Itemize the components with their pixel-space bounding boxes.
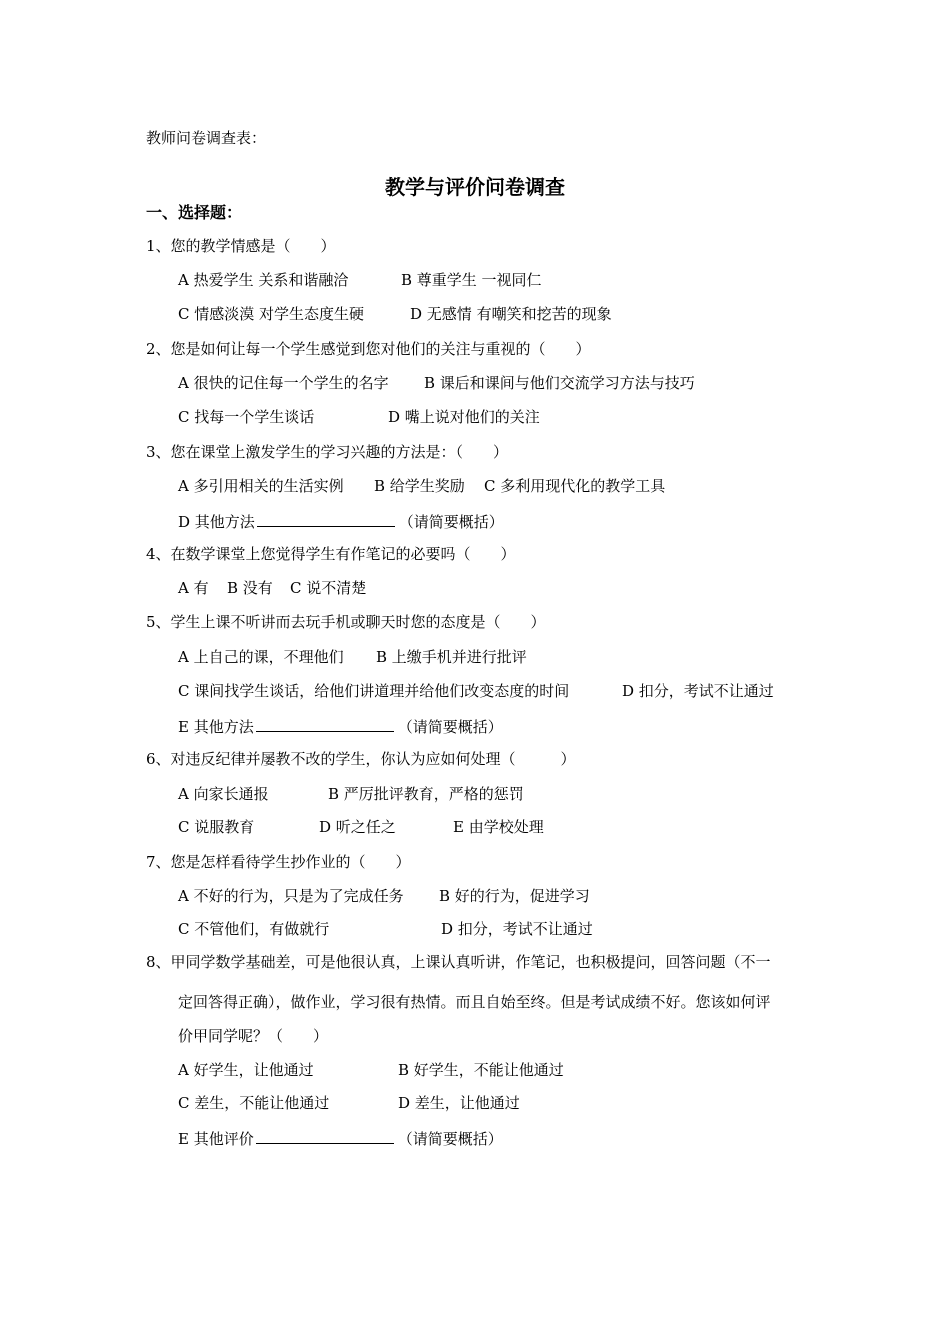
question-7-option-c: C 不管他们，有做就行 xyxy=(178,920,330,938)
question-8-option-b: B 好学生，不能让他通过 xyxy=(398,1061,564,1079)
question-1-option-a: A 热爱学生 关系和谐融洽 xyxy=(178,271,349,289)
question-3-other-label: D 其他方法 xyxy=(178,513,255,531)
question-3-option-a: A 多引用相关的生活实例 xyxy=(178,477,344,495)
header-label: 教师问卷调查表： xyxy=(146,129,267,147)
question-6-option-a: A 向家长通报 xyxy=(178,785,269,803)
question-6-option-e: E 由学校处理 xyxy=(453,818,544,836)
question-8-answer-blank[interactable] xyxy=(256,1127,394,1144)
question-5-answer-blank[interactable] xyxy=(256,715,394,732)
question-7-option-b: B 好的行为，促进学习 xyxy=(439,887,590,905)
question-3-option-c: C 多利用现代化的教学工具 xyxy=(484,477,666,495)
question-4-option-c: C 说不清楚 xyxy=(290,579,367,597)
question-3-option-b: B 给学生奖励 xyxy=(374,477,465,495)
question-8-option-other xyxy=(178,1127,503,1149)
question-1-option-d: D 无感情 有嘲笑和挖苦的现象 xyxy=(410,305,612,323)
question-5-option-c: C 课间找学生谈话，给他们讲道理并给他们改变态度的时间 xyxy=(178,682,570,700)
question-5-option-a: A 上自己的课，不理他们 xyxy=(178,648,344,666)
question-5-stem: 5、学生上课不听讲而去玩手机或聊天时您的态度是（ ） xyxy=(146,613,546,631)
question-2-option-a: A 很快的记住每一个学生的名字 xyxy=(178,374,389,392)
question-5-other-note: （请简要概括） xyxy=(397,718,503,736)
question-8-stem-continued-2: 价甲同学呢？（ ） xyxy=(178,1027,329,1045)
question-5-option-other xyxy=(178,715,503,737)
question-2-stem: 2、您是如何让每一个学生感觉到您对他们的关注与重视的（ ） xyxy=(146,340,591,358)
question-3-other-note: （请简要概括） xyxy=(398,513,504,531)
question-7-option-d: D 扣分，考试不让通过 xyxy=(441,920,593,938)
question-4-stem: 4、在数学课堂上您觉得学生有作笔记的必要吗（ ） xyxy=(146,545,516,563)
question-8-other-label: E 其他评价 xyxy=(178,1130,254,1148)
question-3-answer-blank[interactable] xyxy=(257,510,395,527)
question-8-stem-continued-1: 定回答得正确），做作业，学习很有热情。而且自始至终。但是考试成绩不好。您该如何评 xyxy=(178,993,771,1011)
question-8-option-c: C 差生，不能让他通过 xyxy=(178,1094,330,1112)
section-title: 一、选择题： xyxy=(146,203,243,222)
question-6-option-b: B 严厉批评教育，严格的惩罚 xyxy=(328,785,524,803)
question-4-option-a: A 有 xyxy=(178,579,209,597)
question-6-option-d: D 听之任之 xyxy=(319,818,396,836)
question-8-option-a: A 好学生，让他通过 xyxy=(178,1061,314,1079)
question-8-other-note: （请简要概括） xyxy=(397,1130,503,1148)
question-5-option-b: B 上缴手机并进行批评 xyxy=(376,648,527,666)
question-1-option-c: C 情感淡漠 对学生态度生硬 xyxy=(178,305,365,323)
question-7-stem: 7、您是怎样看待学生抄作业的（ ） xyxy=(146,853,411,871)
question-3-option-other xyxy=(178,510,504,532)
question-5-other-label: E 其他方法 xyxy=(178,718,254,736)
question-6-stem: 6、对违反纪律并屡教不改的学生，你认为应如何处理（ ） xyxy=(146,750,576,768)
question-1-stem: 1、您的教学情感是（ ） xyxy=(146,237,336,255)
question-5-option-d: D 扣分，考试不让通过 xyxy=(622,682,774,700)
question-2-option-d: D 嘴上说对他们的关注 xyxy=(388,408,540,426)
question-2-option-c: C 找每一个学生谈话 xyxy=(178,408,315,426)
question-1-option-b: B 尊重学生 一视同仁 xyxy=(401,271,542,289)
question-4-option-b: B 没有 xyxy=(227,579,273,597)
question-8-stem: 8、甲同学数学基础差，可是他很认真，上课认真听讲，作笔记，也积极提问，回答问题（不一 xyxy=(146,953,771,971)
question-3-stem: 3、您在课堂上激发学生的学习兴趣的方法是：（ ） xyxy=(146,443,509,461)
question-7-option-a: A 不好的行为，只是为了完成任务 xyxy=(178,887,404,905)
question-2-option-b: B 课后和课间与他们交流学习方法与技巧 xyxy=(424,374,695,392)
question-6-option-c: C 说服教育 xyxy=(178,818,255,836)
document-title: 教学与评价问卷调查 xyxy=(385,175,565,199)
question-8-option-d: D 差生，让他通过 xyxy=(398,1094,520,1112)
